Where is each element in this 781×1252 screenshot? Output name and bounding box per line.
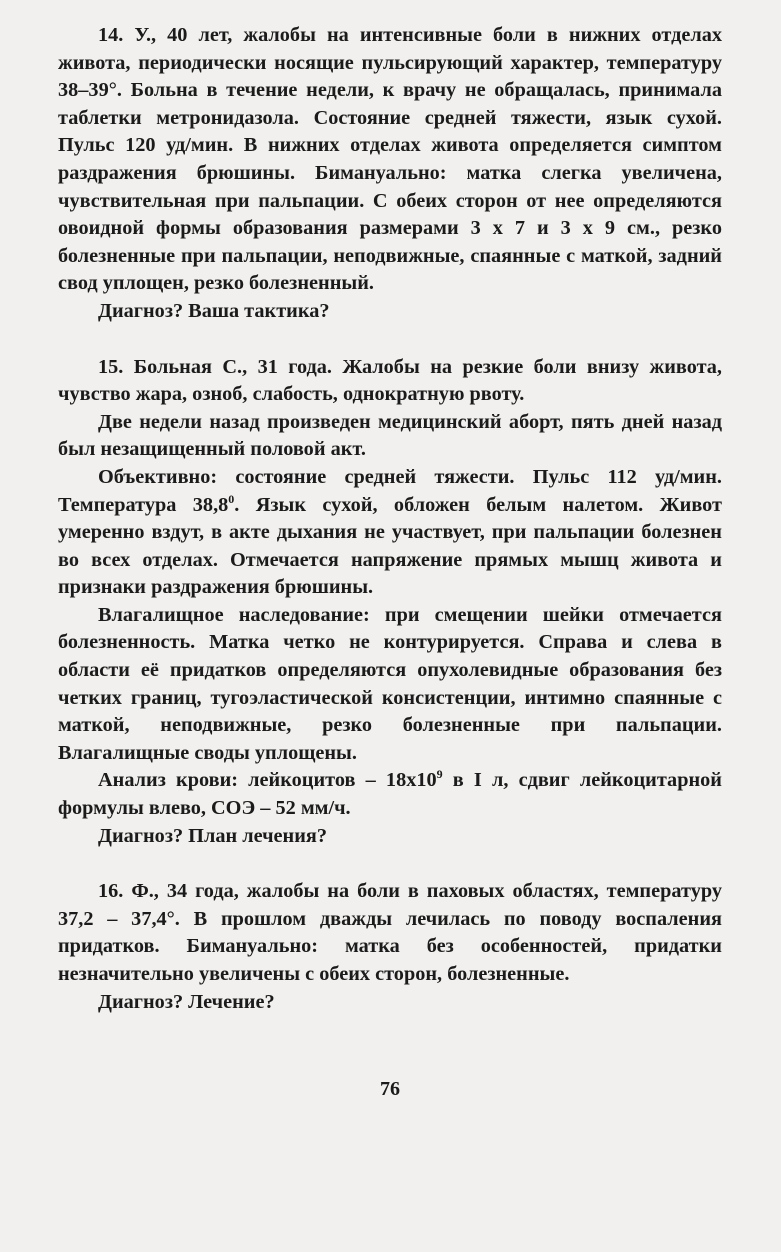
page-number: 76	[380, 1078, 400, 1100]
case-14-question: Диагноз? Ваша тактика?	[98, 299, 330, 322]
case-15-question: Диагноз? План лечения?	[98, 824, 328, 847]
document-page	[58, 22, 722, 1202]
case-15-intro: 15. Больная С., 31 года. Жалобы на резкие боли внизу живота, чувство жара, озноб, слабость, однократную рвоту.	[58, 355, 722, 406]
case-15-vaginal-exam: Влагалищное наследование: при смещении шейки отмечается болезненность. Матка четко не контурируется. Справа и слева в области её придатков определяются опухолевидные образования без четких границ, тугоэластической консистенции, интимно спаянные с маткой, неподвижные, резко болезненные при пальпации. Влагалищные своды уплощены.	[58, 603, 722, 764]
case-15-objective	[58, 464, 722, 602]
section-gap	[58, 326, 722, 354]
case-16-question: Диагноз? Лечение?	[98, 990, 275, 1013]
section-gap	[58, 850, 722, 878]
temperature-superscript: 0	[228, 491, 235, 506]
case-16-text: 16. Ф., 34 года, жалобы на боли в паховых областях, температуру 37,2 – 37,4°. В прошлом дважды лечилась по поводу воспаления придатков. Бимануально: матка без особенностей, придатки незначительно увеличены с обеих сторон, болезненные.	[58, 880, 722, 985]
leukocyte-superscript: 9	[436, 767, 443, 782]
case-15-blood-analysis-part-2: в I л, сдвиг лейкоцитарной формулы влево, СОЭ – 52 мм/ч.	[58, 769, 722, 820]
case-15-objective-part-2: . Язык сухой, обложен белым налетом. Живот умеренно вздут, в акте дыхания не участвует, при пальпации болезнен во всех отделах. Отмечается напряжение прямых мышц живота и признаки раздражения брюшины.	[58, 493, 722, 599]
case-15-blood-analysis	[58, 767, 722, 822]
case-14-text: 14. У., 40 лет, жалобы на интенсивные боли в нижних отделах живота, периодически носящие пульсирующий характер, температуру 38–39°. Больна в течение недели, к врачу не обращалась, принимала таблетки метронидазола. Состояние средней тяжести, язык сухой. Пульс 120 уд/мин. В нижних отделах живота определяется симптом раздражения брюшины. Бимануально: матка слегка увеличена, чувствительная при пальпации. С обеих сторон от нее определяются овоидной формы образования размерами 3 x 7 и 3 x 9 см., резко болезненные при пальпации, неподвижные, спаянные с маткой, задний свод уплощен, резко болезненный.	[58, 24, 722, 295]
case-15-history: Две недели назад произведен медицинский аборт, пять дней назад был незащищенный половой акт.	[58, 410, 722, 461]
case-15-objective-part-1: Объективно: состояние средней тяжести. Пульс 112 уд/мин. Температура 38,8	[58, 465, 722, 516]
case-15-blood-analysis-part-1: Анализ крови: лейкоцитов – 18x10	[98, 769, 437, 792]
